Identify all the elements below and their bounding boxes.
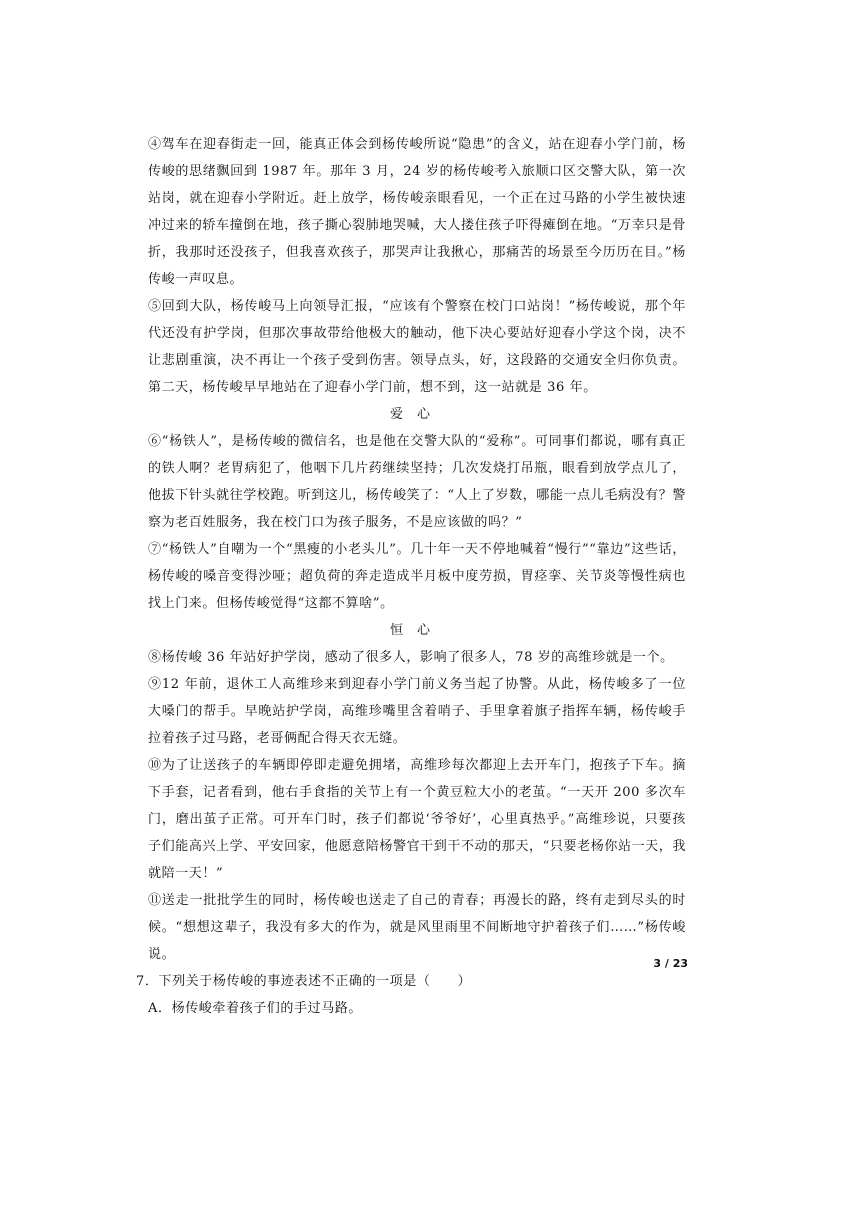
paragraph-5: ⑤回到大队，杨传峻马上向领导汇报，“应该有个警察在校门口站岗！”杨传峻说，那个年代还没有护学岗，但那次事故带给他极大的触动，他下决心要站好迎春小学这个岗，决不让悲剧重演，决不再让一个孩子受到伤害。领导点头，好，这段路的交通安全归你负责。第二天，杨传峻早早地站在了迎春小学门前，想不到，这一站就是 36 年。	[148, 299, 686, 395]
option-a: A．杨传峻牵着孩子们的手过马路。	[148, 1001, 362, 1016]
section-heading-constant: 恒心	[389, 623, 444, 638]
article-body	[136, 131, 686, 1022]
section-heading-love: 爱心	[389, 407, 444, 422]
paragraph-4: ④驾车在迎春街走一回，能真正体会到杨传峻所说“隐患”的含义，站在迎春小学门前，杨传峻的思绪飘回到 1987 年。那年 3 月，24 岁的杨传峻考入旅顺口区交警大队，第一次站岗，就在迎春小学附近。赶上放学，杨传峻亲眼看见，一个正在过马路的小学生被快速冲过来的轿车撞倒在地，孩子撕心裂肺地哭喊，大人搂住孩子吓得瘫倒在地。“万幸只是骨折，我那时还没孩子，但我喜欢孩子，那哭声让我揪心，那痛苦的场景至今历历在目。”杨传峻一声叹息。	[148, 137, 686, 287]
paragraph-11: ⑪送走一批批学生的同时，杨传峻也送走了自己的青春；再漫长的路，终有走到尽头的时候。“想想这辈子，我没有多大的作为，就是风里雨里不间断地守护着孩子们……”杨传峻说。	[148, 893, 686, 962]
paragraph-8: ⑧杨传峻 36 年站好护学岗，感动了很多人，影响了很多人，78 岁的高维珍就是一个。	[148, 650, 674, 665]
paragraph-10: ⑩为了让送孩子的车辆即停即走避免拥堵，高维珍每次都迎上去开车门，抱孩子下车。摘下手套，记者看到，他右手食指的关节上有一个黄豆粒大小的老茧。“一天开 200 多次车门，磨出茧子正常。可开车门时，孩子们都说‘爷爷好’，心里真热乎。”高维珍说，只要孩子们能高兴上学、平安回家，他愿意陪杨警官干到干不动的那天，“只要老杨你站一天，我就陪一天！”	[148, 758, 686, 881]
question-7: 7．下列关于杨传峻的事迹表述不正确的一项是（ ）	[136, 974, 472, 989]
paragraph-6: ⑥“杨铁人”，是杨传峻的微信名，也是他在交警大队的“爱称”。可同事们都说，哪有真正的铁人啊？老胃病犯了，他咽下几片药继续坚持；几次发烧打吊瓶，眼看到放学点儿了，他拔下针头就往学校跑。听到这儿，杨传峻笑了：“人上了岁数，哪能一点儿毛病没有？警察为老百姓服务，我在校门口为孩子服务，不是应该做的吗？”	[148, 434, 686, 530]
paragraph-9: ⑨12 年前，退休工人高维珍来到迎春小学门前义务当起了协警。从此，杨传峻多了一位大嗓门的帮手。早晚站护学岗，高维珍嘴里含着哨子、手里拿着旗子指挥车辆，杨传峻手拉着孩子过马路，老哥俩配合得天衣无缝。	[148, 677, 686, 746]
paragraph-7: ⑦“杨铁人”自嘲为一个“黑瘦的小老头儿”。几十年一天不停地喊着“慢行”“靠边”这些话，杨传峻的嗓音变得沙哑；超负荷的奔走造成半月板中度劳损，胃痉挛、关节炎等慢性病也找上门来。但杨传峻觉得“这都不算啥”。	[148, 542, 686, 611]
page-number: 3 / 23	[653, 957, 688, 970]
